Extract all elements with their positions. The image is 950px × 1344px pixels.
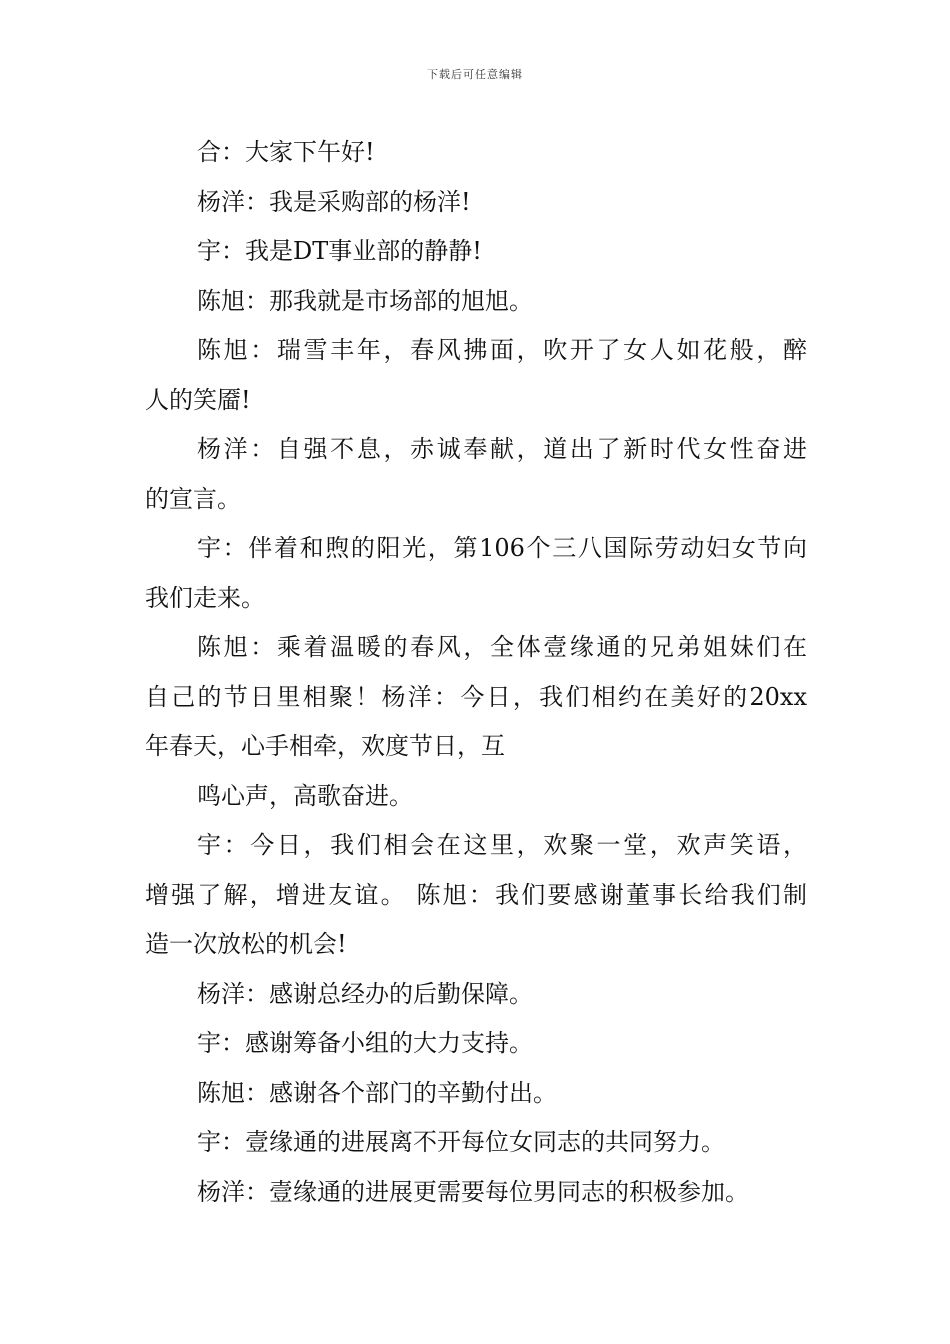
script-line: 杨洋：自强不息，赤诚奉献，道出了新时代女性奋进 xyxy=(197,435,807,463)
script-line: 杨洋：我是采购部的杨洋! xyxy=(197,187,471,216)
script-line: 造一次放松的机会! xyxy=(145,930,347,958)
script-line: 陈旭：瑞雪丰年，春风拂面，吹开了女人如花般，醉 xyxy=(197,336,807,364)
script-line: 杨洋：感谢总经办的后勤保障。 xyxy=(197,979,533,1008)
script-line: 宇：我是DT事业部的静静! xyxy=(197,237,482,265)
script-line: 自己的节日里相聚！杨洋：今日，我们相约在美好的20xx xyxy=(145,682,807,711)
script-line: 我们走来。 xyxy=(145,583,265,612)
script-line: 鸣心声，高歌奋进。 xyxy=(197,781,413,810)
script-line: 宇：今日，我们相会在这里，欢聚一堂，欢声笑语， xyxy=(197,831,807,859)
script-line: 的宣言。 xyxy=(145,484,241,513)
script-line: 宇：伴着和煦的阳光，第106个三八国际劳动妇女节向 xyxy=(197,534,807,562)
script-line: 人的笑靥! xyxy=(145,385,251,414)
script-line: 宇：感谢筹备小组的大力支持。 xyxy=(197,1029,533,1057)
script-line: 杨洋：壹缘通的进展更需要每位男同志的积极参加。 xyxy=(197,1177,749,1206)
script-line: 年春天，心手相牵，欢度节日，互 xyxy=(145,732,505,760)
script-line: 陈旭：乘着温暖的春风，全体壹缘通的兄弟姐妹们在 xyxy=(197,633,807,661)
page-header: 下载后可任意编辑 xyxy=(427,68,523,81)
script-line: 合：大家下午好! xyxy=(197,138,375,166)
script-line: 增强了解，增进友谊。 陈旭：我们要感谢董事长给我们制 xyxy=(145,880,807,909)
script-body xyxy=(145,128,807,1217)
script-line: 陈旭：感谢各个部门的辛勤付出。 xyxy=(197,1078,557,1107)
script-line: 陈旭：那我就是市场部的旭旭。 xyxy=(197,286,533,315)
script-line: 宇：壹缘通的进展离不开每位女同志的共同努力。 xyxy=(197,1128,725,1156)
